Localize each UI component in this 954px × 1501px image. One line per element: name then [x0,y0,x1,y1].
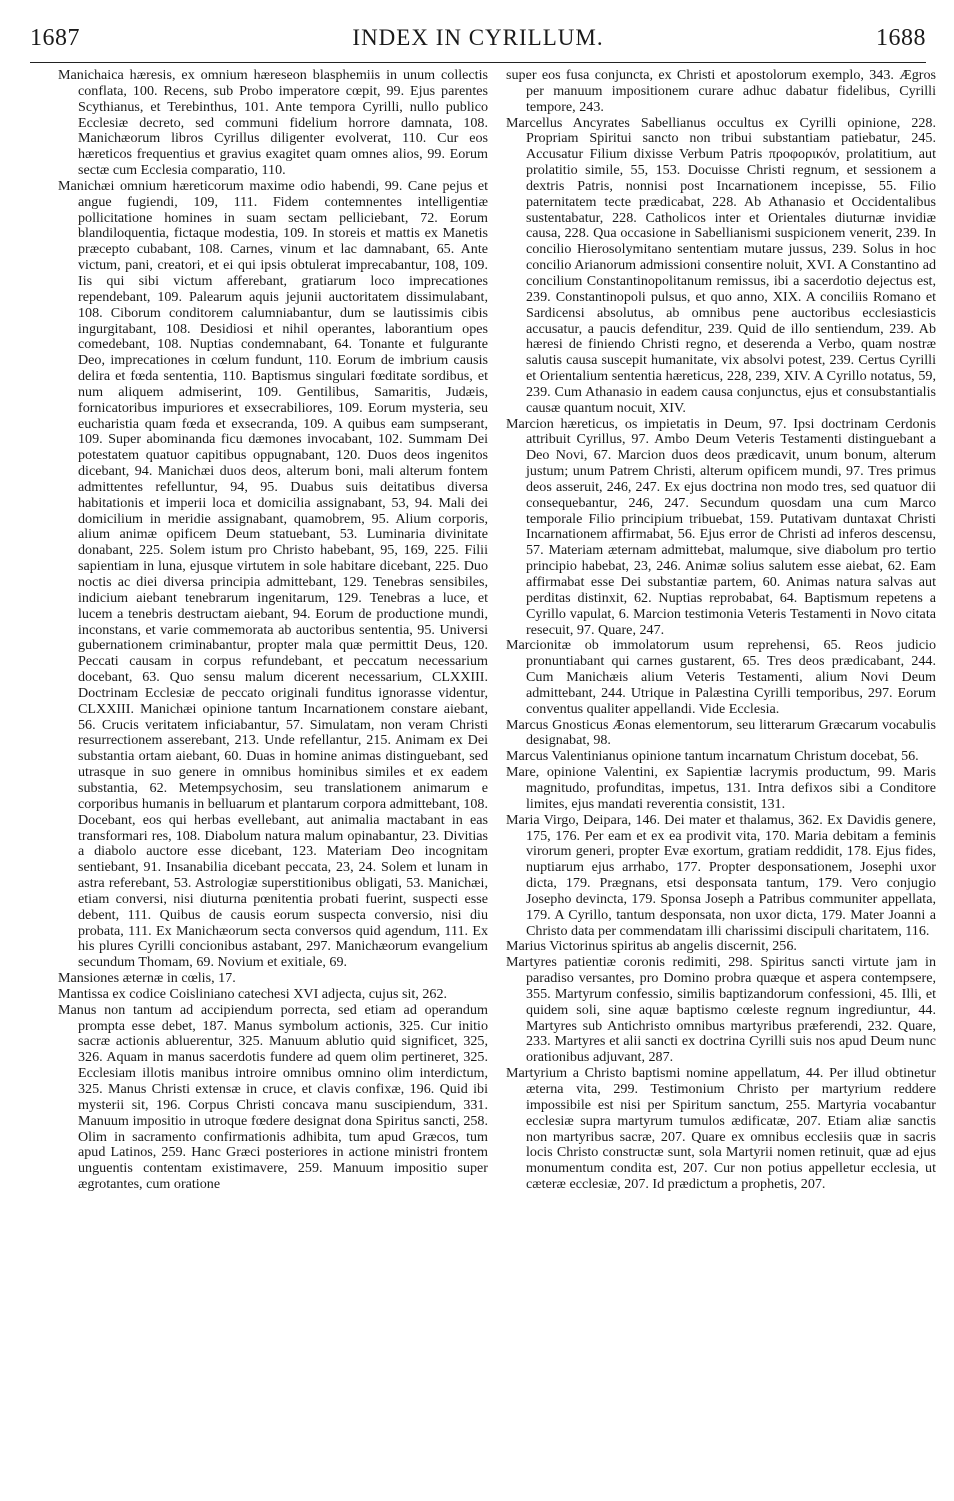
index-entry-marcion: Marcion hæreticus, os impietatis in Deum, 97. Ipsi doctrinam Cerdonis attribuit Cyrillus, 97. Ambo Deum Veteris Testamenti distinguebant a Deo Novi, 67. Marcion duos deos prædicavit, unum bonum, alterum justum; unum Patrem Christi, alterum opificem mundi, 97. Tres primus deos asseruit, 246, 247. Ex ejus doctrina non modo tres, sed quatuor dii consequebantur, 246, 247. Secundum quosdam una cum Marco temporale Filio principium tribuebat, 159. Putativam duntaxat Christi Incarnationem affirmabat, 56. Ejus error de Christi ad inferos descensu, 57. Materiam æternam admittebat, malumque, sive diabolum pro tertio principio habebat, 23, 246. Animæ solius salutem esse aiebat, 62. Eam affirmabat esse Dei substantiæ partem, 60. Animas natura salvas aut perditas distinxit, 62. Nuptias reprobabat, 64. Baptismum repetens a Cyrillo vapulat, 6. Marcion testimonia Veteris Testamenti in Novo citata resecuit, 97. Quare, 247. [506,415,936,638]
header-rule [30,62,926,63]
index-entry-marcus-valentinianus: Marcus Valentinianus opinione tantum incarnatum Christum docebat, 56. [506,748,919,765]
running-header [30,18,926,58]
index-entry-martyres: Martyres patientiæ coronis redimiti, 298. Spiritus sancti virtute jam in paradiso versantes, pro Domino probra quæque et aspera contempsere, 355. Martyrum confessio, similis baptizandorum confessioni, 45. Illi, et quidem soli, sine aquæ baptismo cœleste regnum ingrediuntur, 44. Martyres sub Antichristo omnibus martyribus præferendi, 232. Quare, 233. Martyres et alii sancti ex doctrina Cyrilli suis nos apud Deum nunc orationibus adjuvant, 287. [506,954,936,1066]
right-column [506,68,936,1493]
index-entry-marius-victorinus: Marius Victorinus spiritus ab angelis discernit, 256. [506,938,797,955]
left-page-number: 1687 [30,24,80,51]
index-entry-maria-virgo: Maria Virgo, Deipara, 146. Dei mater et thalamus, 362. Ex Davidis genere, 175, 176. Per eam et ex ea prodivit vita, 170. Maria debitam a feminis virorum generi, propter Evæ exortum, gratiam reddidit, 178. Ejus fides, nuptiarum ejus arrhabo, 177. Propter desponsationem, Josephi uxor dicta, 179. Prægnans, etsi desponsata tantum, 179. Vero conjugio Josepho devincta, 179. Sponsa Joseph a Patribus communiter appellata, 179. A Cyrillo, tantum desponsata, non uxor dicta, 179. Mater Joanni a Christo data per commendatam illi charissimi discipuli charitatem, 116. [506,811,936,939]
index-entry-mantissa: Mantissa ex codice Coisliniano catechesi XVI adjecta, cujus sit, 262. [58,985,448,1002]
right-page-number: 1688 [875,24,926,51]
index-entry-mare: Mare, opinione Valentini, ex Sapientiæ lacrymis productum, 99. Maris magnitudo, profunditas, impetus, 131. Intra defixos sibi a Conditore limites, ejus mandati reverentia consistit, 131. [506,764,936,812]
index-entry-marcellus: Marcellus Ancyrates Sabellianus occultus ex Cyrilli opinione, 228. Propriam Spiritui sancto non tribui substantiam patiebatur, 245. Accusatur Filium dixisse Verbum Patris προφορικόν, prolatitium, aut prolatitio simile, 55, 153. Docuisse Christi regnum, et sessionem a dextris Patris, nonnisi post Incarnationem incepisse, 55. Filio paternitatem tecte prædicabat, 228. Ab Athanasio et Occidentalibus sustentabatur, 228. Catholicos inter et Orientales diuturnæ invidiæ causa, 228. Qua occasione in Sabellianismi suspicionem venerit, 239. In concilio Hierosolymitano sententiam mutare jussus, 239. Solus in hoc concilio Arianorum admissioni consentire noluit, XVI. A Constantino ad concilium Constantinopolitanum remissus, ibi a sacerdotio dejectus est, 239. Constantinopoli pulsus, et quo anno, XIX. A conciliis Romano et Sardicensi absolutus, ab omnibus pene auctoribus ecclesiasticis accusatur, a paucis defenditur, 239. Quid de illo sentiendum, 239. Ab hæresi de finiendo Christi regno, et deserenda a Verbo, quam nostræ salutis causa suscepit humanitate, vix absolvi potest, 239. Certus Cyrilli et Orientalium sententia hæreticus, 228, 239, XIV. A Cyrillo notatus, 59, 239. Cum Athanasio in eadem causa conjunctus, ejus et consubstantialis causæ quantum nocuit, XIV. [506,114,936,416]
page-title: INDEX IN CYRILLUM. [352,25,604,50]
index-entry-manichaei: Manichæi omnium hæreticorum maxime odio habendi, 99. Cane pejus et angue fugiendi, 109, 111. Fidem contemnentes intelligentiæ pollicitatione homines in suam sectam pelliciebant, 72. Eorum blandiloquentia, fictaque modestia, 109. In storeis et mattis ex Manetis præcepto cubabant, 108. Carnes, vinum et lac damnabant, 65. Ante victum, pani, creatori, et ei qui ipsis obtulerat imprecabantur, 108, 109. Iis qui sibi victum afferebant, gratiarum loco imprecationes rependebant, 109. Palearum aquis jejunii auctoritatem dissimulabant, 108. Ciborum conditorem calumniabantur, dum se lautissimis cibis ingurgitabant, 108. Desidiosi et nihil operantes, laborantium opes comedebant, 108. Nuptias condemnabant, 64. Tonante et fulgurante Deo, imprecationes in cœlum fundunt, 110. Eorum de imbrium causis delira et fœda sententia, 110. Baptismus singulari fœditate sordibus, et num aliquem admiserint, 109. Gentilibus, Samaritis, Judæis, fornicatoribus impuriores et exsecrabiliores, 109. Eorum mysteria, seu eucharistia quam fœda et exsecranda, 109. A quibus eam sumpserant, 109. Super abominanda ficu dæmones invocabant, 102. Summam Dei potestatem quatuor capitibus oppugnabant, 120. Duos deos ingenitos dicebant, 94. Manichæi duos deos, alterum boni, mali alterum fontem admittentes refelluntur, 94, 95. Duabus suis deitatibus diversa habitationis et imperii loca et domicilia assignabant, 53, 94. Mali dei domicilium in meridie assignabant, quamobrem, 95. Alium corporis, alium animæ opificem Deum statuebant, 53. Luminaria divinitate donabant, 225. Solem istum pro Christo habebant, 95, 169, 225. Filii sapientiam in luna, ejusque virtutem in sole habitare dicebant, 225. Duo noctis ac diei diversa principia admittebant, 129. Tenebras sensibiles, indicium aiebant tenebrarum ingenitarum, 129. Tenebras a luce, et lucem a tenebris destructam aiebant, 94. Eorum de productione mundi, inconstans, et varie commemorata ab auctoribus sententia, 95. Universi gubernationem criminabantur, propter mala quæ permittit Deus, 120. Peccati causam in corpus refundebant, et peccatum necessarium docebant, 63. Quo sensu malum dicerent necessarium, CLXXIII. Doctrinam Ecclesiæ de peccato originali funditus ignorasse videntur, CLXXIII. Manichæi opinione tantum Incarnationem constare aiebant, 56. Crucis veritatem inficiabantur, 57. Simulatam, non veram Christi resurrectionem asserebant, 213. Unde refellantur, 215. Animam ex Dei substantia ortam aiebant, 60. Duas in homine animas distinguebant, sed utrasque in suo genere in omnibus hominibus similes et ex eadem substantia, 62. Metempsychosim, seu translationem animarum e corporibus humanis in belluarum et plantarum corpora admittebant, 108. Docebant, eos qui herbas evellebant, aut animalia mactabant in eas transformari res, 108. Diabolum natura malum opinabantur, 23. Divitias a diabolo auctore esse dicebant, 123. Materiam Deo incognitam sentiebant, 91. Insanabilia dicebant peccata, 23, 24. Solem et lunam in astra referebant, 53. Astrologiæ superstitionibus obligati, 53. Manichæi, etiam conversi, nisi diuturna pœnitentia probati fuerint, suspecti esse debent, 111. Quibus de causis eorum suspecta conversio, nisi diu probata, 111. Ex Manichæorum secta conversos quid agendum, 111. Ex his plures Cyrilli concionibus astabant, 297. Manichæorum evangelium secundum Thomam, 69. Novium et exitiale, 69. [58,177,488,971]
index-entry-manichaica: Manichaica hæresis, ex omnium hæreseon blasphemiis in unum collectis conflata, 100. Recens, sub Probo imperatore cœpit, 99. Ejus parentes Scythianus, et Terebinthus, 101. Ante tempora Cyrilli, nullo publico Ecclesiæ decreto, sed communi fidelium horrore damnata, 108. Manichæorum libros Cyrillus diligenter evolverat, 110. Cur eos hæreticos frequentius et gravius exagitet quam omnes alios, 99. Eorum sectæ cum Ecclesia comparatio, 110. [58,68,488,179]
index-entry-marcus-gnosticus: Marcus Gnosticus Æonas elementorum, seu litterarum Græcarum vocabulis designabat, 98. [506,716,936,749]
index-entry-mansiones: Mansiones æternæ in cœlis, 17. [58,970,236,987]
index-entry-marcionitae: Marcionitæ ob immolatorum usum reprehensi, 65. Reos judicio pronuntiabant qui carnes gustarent, 65. Tres deos prædicabant, 244. Cum Manichæis alium Veteris Testamenti, alium Novi Deum admittebant, 244. Utrique in Palæstina Cyrilli temporibus, 297. Eorum conventus qualiter appellandi. Vide Ecclesia. [506,637,936,717]
left-column [58,68,488,1493]
index-entry-martyrium: Martyrium a Christo baptismi nomine appellatum, 44. Per illud obtinetur æterna vita, 299. Testimonium Christo per martyrium reddere impossibile est nisi per Spiritum sanctum, 255. Martyria vocabantur ecclesiæ supra martyrum tumulos ædificatæ, 207. Etiam aliæ sanctis non martyribus sacræ, 207. Quare ex omnibus ecclesiis quæ in sacris locis Christo constructæ sunt, sola Martyrii nomen retinuit, quæ ad ejus monumentum condita est, 207. Cur non potius appelletur ecclesia, ut cæteræ ecclesiæ, 207. Id prædictum a prophetis, 207. [506,1065,936,1193]
index-entry-manus: Manus non tantum ad accipiendum porrecta, sed etiam ad operandum prompta esse debet, 187. Manus symbolum actionis, 325. Cur initio sacræ actionis abluerentur, 325. Manuum ablutio quid significet, 325, 326. Aquam in manus sacerdotis fundere ad quem olim pertineret, 325. Ecclesiam illotis manibus introire omnibus omnino olim interdictum, 325. Manus Christi extensæ in cruce, et clavis confixæ, 196. Quid ibi mysterii sit, 196. Corpus Christi concava manu suscipiendum, 331. Manuum impositio in utroque fœdere designat dona Spiritus sancti, 258. Olim in sacramento confirmationis adhibita, tum apud Græcos, tum apud Latinos, 259. Hanc Græci posteriores in actione ministri frontem unguentis contentam existimavere, 259. Manuum impositio super ægrotantes, cum oratione [58,1001,488,1193]
index-entry-manus-continued: super eos fusa conjuncta, ex Christi et apostolorum exemplo, 343. Ægros per manuum impositionem curare adhuc dabatur fidelibus, Cyrilli tempore, 243. [506,68,936,115]
